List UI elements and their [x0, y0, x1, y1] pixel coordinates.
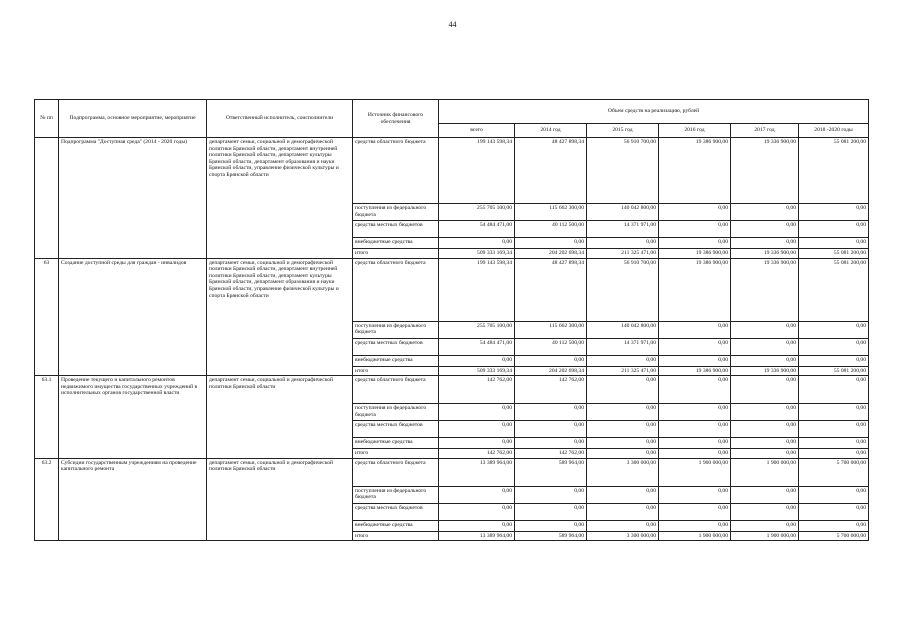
- amount-cell: 0,00: [587, 421, 659, 438]
- amount-cell: 0,00: [659, 486, 731, 503]
- amount-cell: 0,00: [731, 238, 799, 249]
- amount-cell: 0,00: [731, 503, 799, 520]
- amount-cell: 1 900 000,00: [659, 531, 731, 541]
- header-source: Источник финансового обеспечения: [353, 100, 439, 138]
- amount-cell: 0,00: [587, 238, 659, 249]
- amount-cell: 55 081 200,00: [799, 249, 869, 259]
- amount-cell: 56 910 700,00: [587, 258, 659, 321]
- amount-cell: 55 081 200,00: [799, 138, 869, 204]
- amount-cell: 0,00: [799, 355, 869, 366]
- amount-cell: 589 964,00: [515, 531, 587, 541]
- amount-cell: 19 386 900,00: [659, 138, 731, 204]
- amount-cell: 0,00: [659, 321, 731, 338]
- funding-source: внебюджетные средства: [353, 520, 439, 531]
- amount-cell: 0,00: [587, 438, 659, 449]
- amount-cell: 509 333 169,34: [439, 249, 515, 259]
- amount-cell: 0,00: [515, 421, 587, 438]
- row-number: 63.1: [35, 376, 59, 459]
- amount-cell: 0,00: [731, 355, 799, 366]
- table-row: [35, 376, 869, 404]
- row-number: [35, 138, 59, 259]
- funding-source: внебюджетные средства: [353, 355, 439, 366]
- funding-source: средства местных бюджетов: [353, 338, 439, 355]
- funding-source: средства областного бюджета: [353, 458, 439, 486]
- amount-cell: 0,00: [659, 503, 731, 520]
- page-number: 44: [448, 20, 457, 29]
- amount-cell: 54 484 471,00: [439, 221, 515, 238]
- amount-cell: 0,00: [731, 221, 799, 238]
- amount-cell: 1 900 000,00: [731, 531, 799, 541]
- measure-name: Подпрограмма "Доступная среда" (2014 - 2020 годы): [59, 138, 207, 259]
- row-number: 63.2: [35, 458, 59, 541]
- amount-cell: 3 300 000,00: [587, 531, 659, 541]
- executor-name: департамент семьи, социальной и демографической политики Брянской области, департамент внутренней политики Брянской области, департамент культуры Брянской области, департамент образования и науки Брянской области, управление физической культуры и спорта Брянской области: [207, 258, 353, 376]
- header-year: 2017 год: [731, 124, 799, 138]
- header-year: 2015 год: [587, 124, 659, 138]
- amount-cell: 0,00: [799, 503, 869, 520]
- amount-cell: 48 427 898,34: [515, 258, 587, 321]
- amount-cell: 211 325 471,00: [587, 366, 659, 376]
- amount-cell: 142 762,00: [515, 449, 587, 459]
- funding-source: средства областного бюджета: [353, 376, 439, 404]
- amount-cell: 0,00: [439, 238, 515, 249]
- header-year: 2018 -2020 годы: [799, 124, 869, 138]
- amount-cell: 204 202 698,34: [515, 366, 587, 376]
- amount-cell: 589 964,00: [515, 458, 587, 486]
- amount-cell: 0,00: [731, 338, 799, 355]
- amount-cell: 0,00: [799, 486, 869, 503]
- funding-source: средства местных бюджетов: [353, 503, 439, 520]
- amount-cell: 0,00: [799, 221, 869, 238]
- amount-cell: 0,00: [515, 503, 587, 520]
- amount-cell: 0,00: [731, 376, 799, 404]
- amount-cell: 0,00: [659, 221, 731, 238]
- amount-cell: 0,00: [799, 404, 869, 421]
- amount-cell: 0,00: [731, 404, 799, 421]
- executor-name: департамент семьи, социальной и демографической политики Брянской области, департамент внутренней политики Брянской области, департамент культуры Брянской области, департамент образования и науки Брянской области, управление физической культуры и спорта Брянской области: [207, 138, 353, 259]
- amount-cell: 40 112 500,00: [515, 338, 587, 355]
- measure-name: Проведение текущего и капитального ремонтов недвижимого имущества государственных учреждений в исполнительных органов государственной власти: [59, 376, 207, 459]
- funding-source: поступления из федерального бюджета: [353, 404, 439, 421]
- amount-cell: 1 900 000,00: [731, 458, 799, 486]
- amount-cell: 115 662 300,00: [515, 204, 587, 221]
- amount-cell: 142 762,00: [439, 449, 515, 459]
- amount-cell: 0,00: [515, 404, 587, 421]
- amount-cell: 0,00: [659, 421, 731, 438]
- funding-source: средства местных бюджетов: [353, 421, 439, 438]
- amount-cell: 0,00: [659, 355, 731, 366]
- amount-cell: 0,00: [439, 355, 515, 366]
- amount-cell: 0,00: [515, 238, 587, 249]
- funding-source: средства областного бюджета: [353, 138, 439, 204]
- amount-cell: 56 910 700,00: [587, 138, 659, 204]
- measure-name: Создание доступной среды для граждан - инвалидов: [59, 258, 207, 376]
- amount-cell: 0,00: [587, 520, 659, 531]
- header-year: 2014 год: [515, 124, 587, 138]
- budget-table: [34, 99, 869, 541]
- header-executor: Ответственный исполнитель, соисполнители: [207, 100, 353, 138]
- funding-source: средства местных бюджетов: [353, 221, 439, 238]
- header-name: Подпрограмма, основное мероприятие, мероприятие: [59, 100, 207, 138]
- amount-cell: 5 700 000,00: [799, 531, 869, 541]
- funding-source: итого: [353, 249, 439, 259]
- amount-cell: 0,00: [587, 503, 659, 520]
- amount-cell: 142 762,00: [515, 376, 587, 404]
- amount-cell: 0,00: [731, 438, 799, 449]
- amount-cell: 55 081 200,00: [799, 366, 869, 376]
- amount-cell: 55 081 200,00: [799, 258, 869, 321]
- funding-source: итого: [353, 531, 439, 541]
- funding-source: внебюджетные средства: [353, 238, 439, 249]
- amount-cell: 0,00: [799, 238, 869, 249]
- amount-cell: 0,00: [587, 486, 659, 503]
- measure-name: Субсидии государственным учреждениям на проведение капитального ремонта: [59, 458, 207, 541]
- executor-name: департамент семьи, социальной и демографической политики Брянской области: [207, 376, 353, 459]
- amount-cell: 115 662 300,00: [515, 321, 587, 338]
- amount-cell: 0,00: [587, 404, 659, 421]
- amount-cell: 0,00: [799, 376, 869, 404]
- amount-cell: 0,00: [799, 438, 869, 449]
- amount-cell: 19 336 900,00: [731, 366, 799, 376]
- amount-cell: 0,00: [659, 204, 731, 221]
- amount-cell: 5 700 000,00: [799, 458, 869, 486]
- table-row: [35, 258, 869, 321]
- funding-source: итого: [353, 366, 439, 376]
- amount-cell: 199 143 598,34: [439, 258, 515, 321]
- amount-cell: 199 143 598,34: [439, 138, 515, 204]
- amount-cell: 255 705 100,00: [439, 204, 515, 221]
- amount-cell: 0,00: [731, 204, 799, 221]
- amount-cell: 0,00: [799, 321, 869, 338]
- amount-cell: 19 336 900,00: [731, 258, 799, 321]
- amount-cell: 48 427 898,34: [515, 138, 587, 204]
- amount-cell: 0,00: [731, 486, 799, 503]
- amount-cell: 0,00: [587, 449, 659, 459]
- amount-cell: 0,00: [439, 503, 515, 520]
- funding-source: поступления из федерального бюджета: [353, 321, 439, 338]
- amount-cell: 13 389 964,00: [439, 531, 515, 541]
- amount-cell: 142 762,00: [439, 376, 515, 404]
- funding-source: внебюджетные средства: [353, 438, 439, 449]
- amount-cell: 140 042 800,00: [587, 321, 659, 338]
- header-year: всего: [439, 124, 515, 138]
- amount-cell: 0,00: [587, 376, 659, 404]
- amount-cell: 0,00: [659, 520, 731, 531]
- amount-cell: 0,00: [659, 449, 731, 459]
- header-volume: Объем средств на реализацию, рублей: [439, 100, 869, 124]
- amount-cell: 0,00: [731, 449, 799, 459]
- amount-cell: 255 705 100,00: [439, 321, 515, 338]
- amount-cell: 0,00: [659, 438, 731, 449]
- amount-cell: 40 112 500,00: [515, 221, 587, 238]
- amount-cell: 13 389 964,00: [439, 458, 515, 486]
- amount-cell: 0,00: [515, 438, 587, 449]
- amount-cell: 0,00: [731, 520, 799, 531]
- amount-cell: 0,00: [515, 486, 587, 503]
- amount-cell: 0,00: [731, 321, 799, 338]
- amount-cell: 0,00: [439, 486, 515, 503]
- funding-source: средства областного бюджета: [353, 258, 439, 321]
- amount-cell: 0,00: [659, 338, 731, 355]
- amount-cell: 19 386 900,00: [659, 249, 731, 259]
- amount-cell: 0,00: [799, 204, 869, 221]
- amount-cell: 0,00: [659, 376, 731, 404]
- header-year: 2016 год: [659, 124, 731, 138]
- row-number: 63: [35, 258, 59, 376]
- amount-cell: 0,00: [799, 449, 869, 459]
- amount-cell: 509 333 169,34: [439, 366, 515, 376]
- amount-cell: 1 900 000,00: [659, 458, 731, 486]
- amount-cell: 0,00: [799, 338, 869, 355]
- amount-cell: 211 325 471,00: [587, 249, 659, 259]
- table-row: [35, 138, 869, 204]
- amount-cell: 54 484 471,00: [439, 338, 515, 355]
- amount-cell: 0,00: [799, 520, 869, 531]
- amount-cell: 0,00: [439, 520, 515, 531]
- amount-cell: 3 300 000,00: [587, 458, 659, 486]
- amount-cell: 19 386 900,00: [659, 366, 731, 376]
- funding-source: поступления из федерального бюджета: [353, 486, 439, 503]
- amount-cell: 19 336 900,00: [731, 138, 799, 204]
- header-num: № пп: [35, 100, 59, 138]
- amount-cell: 0,00: [799, 421, 869, 438]
- amount-cell: 0,00: [515, 355, 587, 366]
- amount-cell: 0,00: [439, 421, 515, 438]
- amount-cell: 140 042 800,00: [587, 204, 659, 221]
- table-row: [35, 458, 869, 486]
- amount-cell: 0,00: [515, 520, 587, 531]
- executor-name: департамент семьи, социальной и демографической политики Брянской области: [207, 458, 353, 541]
- amount-cell: 0,00: [439, 438, 515, 449]
- amount-cell: 204 202 698,34: [515, 249, 587, 259]
- amount-cell: 14 371 971,00: [587, 338, 659, 355]
- amount-cell: 0,00: [659, 238, 731, 249]
- amount-cell: 0,00: [439, 404, 515, 421]
- amount-cell: 14 371 971,00: [587, 221, 659, 238]
- amount-cell: 0,00: [659, 404, 731, 421]
- amount-cell: 0,00: [587, 355, 659, 366]
- funding-source: поступления из федерального бюджета: [353, 204, 439, 221]
- amount-cell: 19 336 900,00: [731, 249, 799, 259]
- funding-source: итого: [353, 449, 439, 459]
- amount-cell: 19 386 900,00: [659, 258, 731, 321]
- amount-cell: 0,00: [731, 421, 799, 438]
